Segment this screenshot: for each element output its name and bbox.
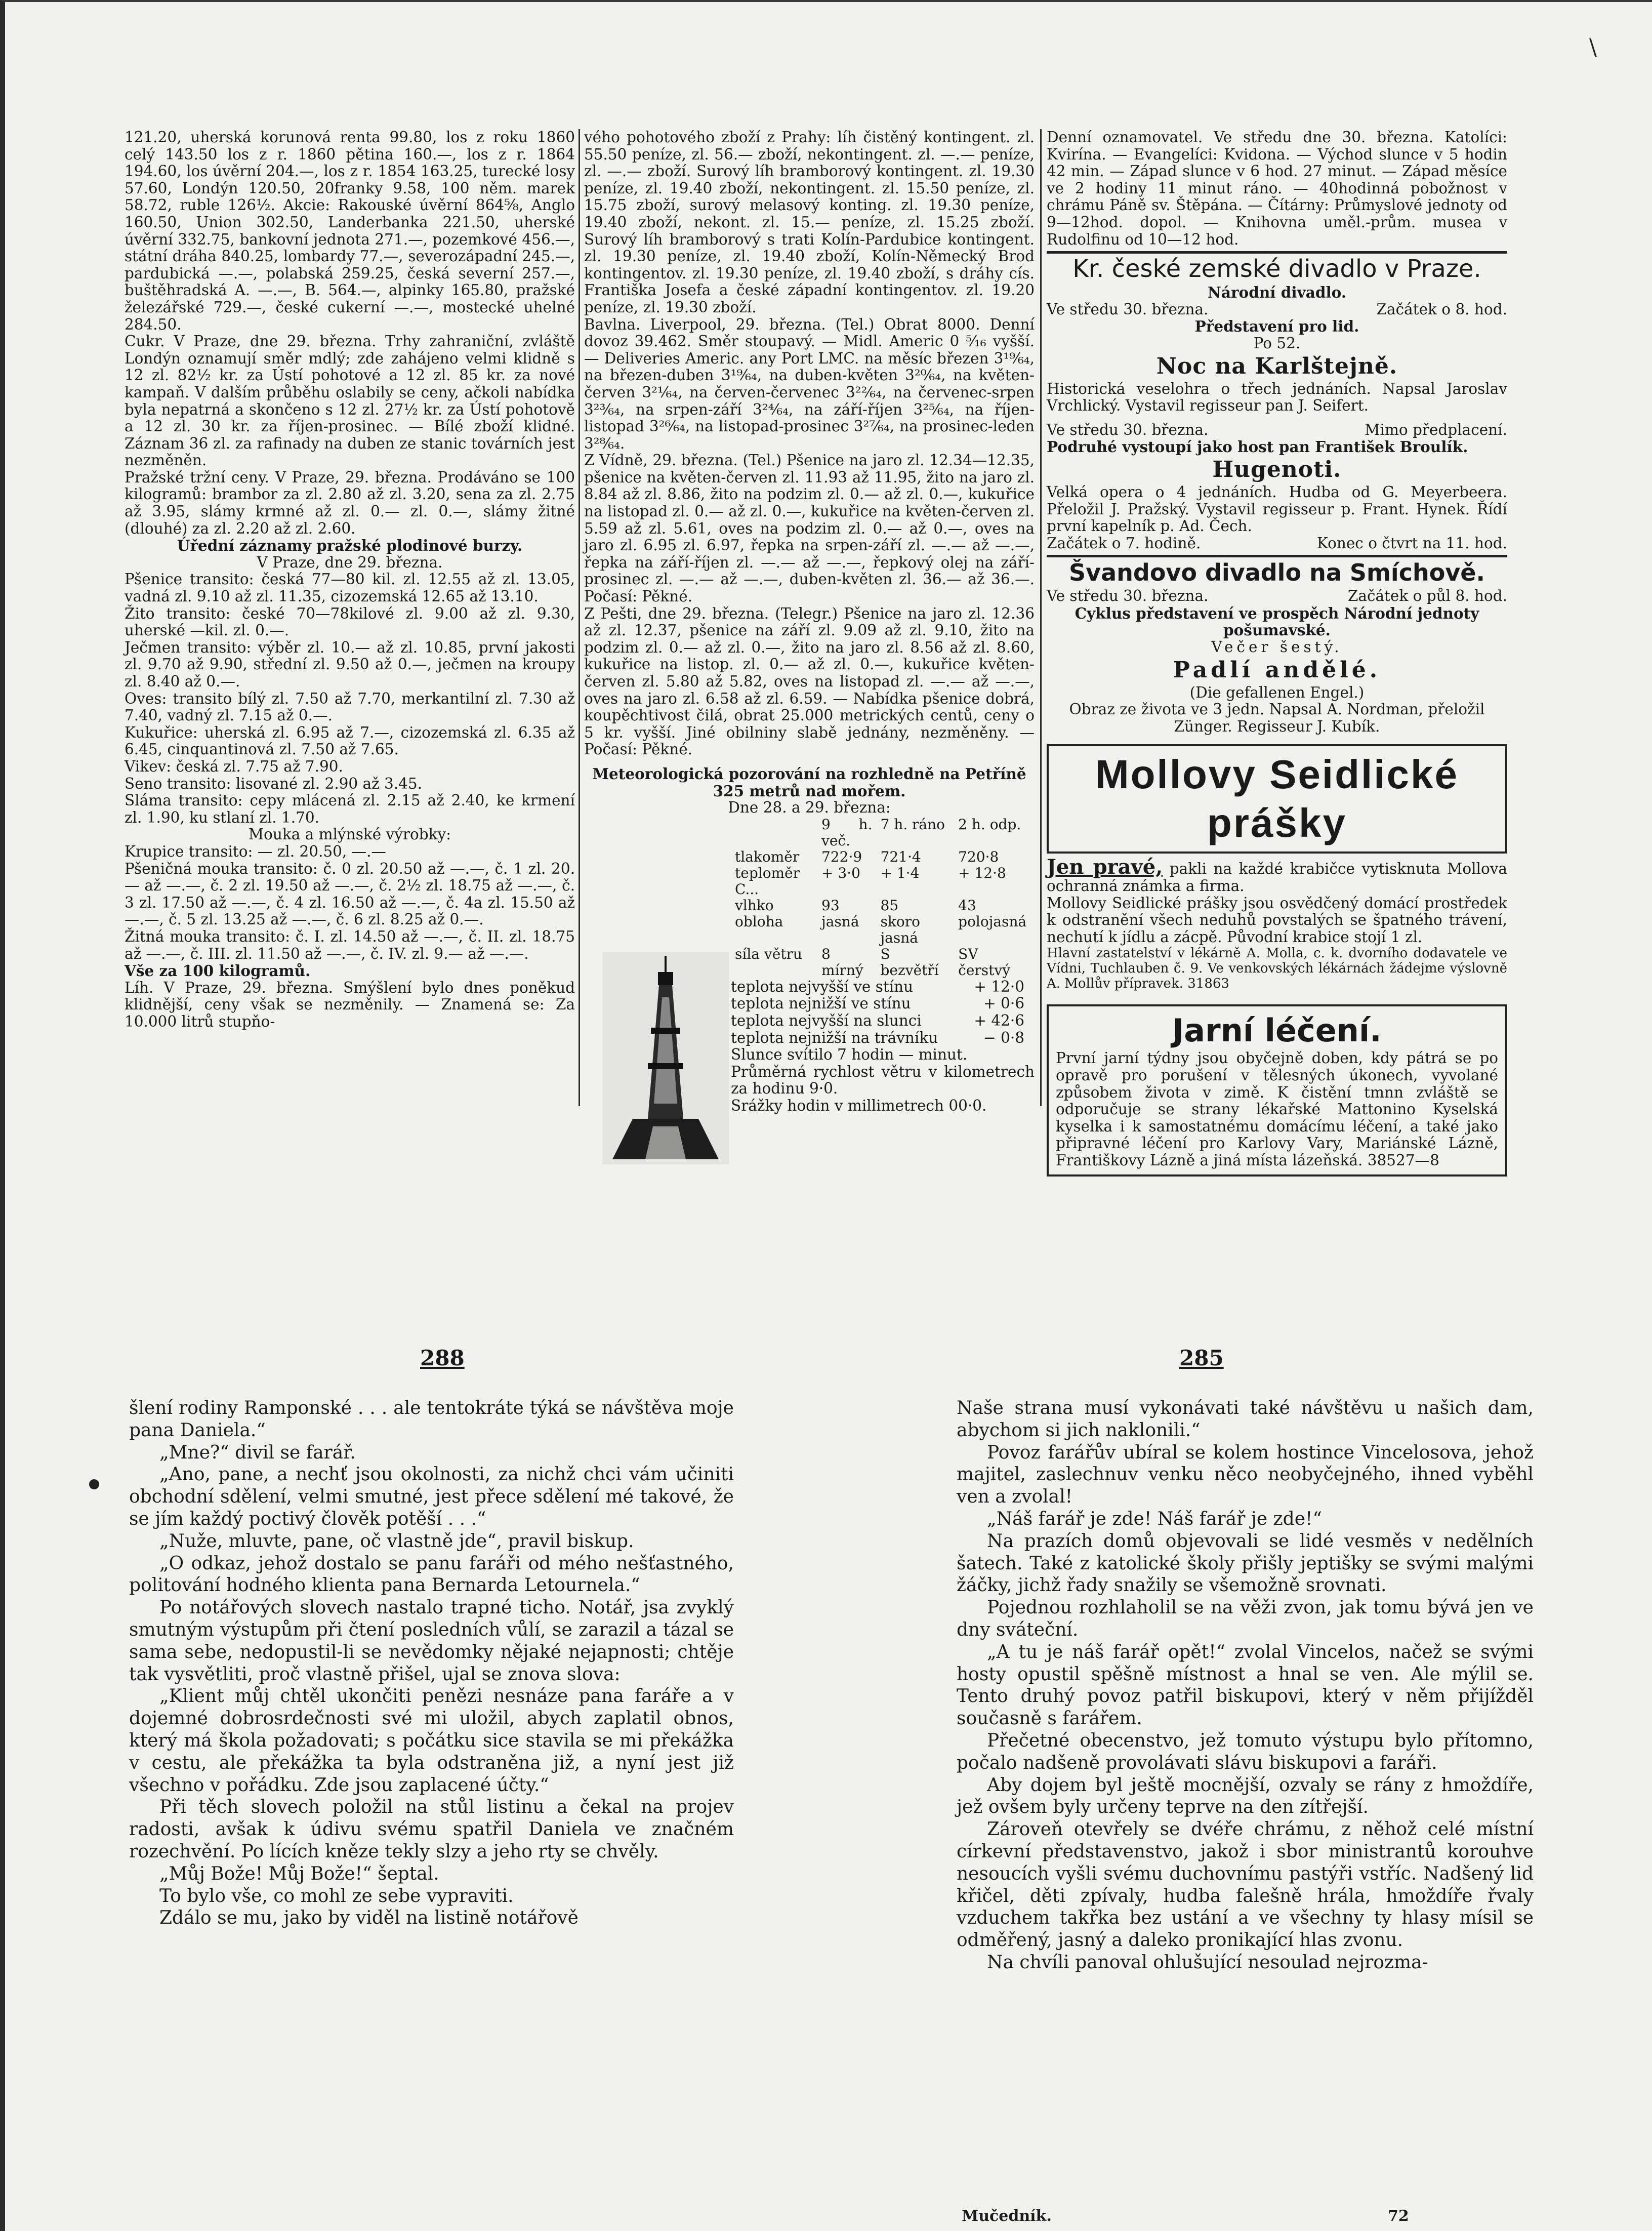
paragraph: Na prazích domů objevovali se lidé vesměs v nedělních šatech. Také z katolické školy přišly jeptišky se svými malými žáčky, jichž řady snažily se všemožně srovnati. xyxy=(957,1530,1534,1596)
meteo-cell: 721·4 xyxy=(880,848,921,865)
meteo-sun: Slunce svítilo 7 hodin — minut. xyxy=(731,1046,968,1064)
meteo-temp-row xyxy=(731,1012,1024,1030)
paragraph: vého pohotového zboží z Prahy: líh čistěný kontingent. zl. 55.50 peníze, zl. 56.— zboží, nekontingent. zl. —.— peníze, zl. —.— zboží. Surový líh bramborový kontingent. zl. 19.30 peníze, zl. 19.40 zboží, nekontingent. zl. 15.50 peníze, zl. 15.75 zboží, surový melasový konting. zl. 19.30 peníze, 19.40 zboží, nekont. zl. 15.— peníze, zl. 15.25 zboží. Surový líh bramborový s trati Kolín-Pardubice kontingent. zl. 19.30 peníze, zl. 19.40 zboží, Kolín-Německý Brod kontingentov. zl. 19.30 peníze, zl. 19.40 zboží, s dráhy cís. Františka Josefa a české západní kontingentov. zl. 19.20 peníze, zl. 19.30 zboží. xyxy=(584,129,1035,316)
meteo-cell: 8 mírný xyxy=(821,945,863,979)
paragraph: Na chvíli panoval ohlušující nesoulad nejrozma- xyxy=(987,1952,1428,1973)
show-date: Ve středu 30. března. xyxy=(1047,587,1209,605)
meteo-row xyxy=(731,914,1035,946)
paragraph: 121.20, uherská korunová renta 99.80, los z roku 1860 celý 143.50 los z r. 1860 pětina 160.—, los z r. 1864 194.60, los úvěrní 204.—, los z r. 1854 163.25, turecké losy 57.60, Londýn 120.50, 20franky 9.58, 100 něm. marek 58.72, ruble 126½. Akcie: Rakouské úvěrní 864⅝, Anglo 160.50, Union 302.50, Landerbanka 221.50, uherské úvěrní 332.75, bankovní jednota 271.—, pozemkové 456.—, státní dráha 840.25, lombardy 77.—, severozápadní 245.—, pardubická —.—, polabská 259.25, česká severní 257.—, buštěhradská A. —.—, B. 564.—, alpinky 165.80, pražské železářské 729.—, české cukerní —.—, mostecké uhelné 284.50. xyxy=(125,129,575,333)
paragraph: Žito transito: české 70—78kilové zl. 9.00 až zl. 9.30, uherské —kil. zl. 0.—. xyxy=(125,604,575,639)
meteo-row xyxy=(731,898,1035,914)
meteo-cell: polojasná xyxy=(958,913,1027,930)
cycle-note: Cyklus představení ve prospěch Národní jednoty pošumavské. xyxy=(1075,604,1479,639)
page-dot xyxy=(89,1479,99,1489)
meteo-head: 7 h. ráno xyxy=(880,816,945,833)
paragraph: Sláma transito: cepy mlácená zl. 2.15 až 2.40, ke krmení zl. 1.90, ku stlaní zl. 1.70. xyxy=(125,792,575,826)
show-date: Ve středu 30. března. xyxy=(1047,421,1209,438)
paragraph: To bylo vše, co mohl ze sebe vypraviti. xyxy=(159,1885,514,1907)
paragraph: „O odkaz, jehož dostalo se panu faráři od mého nešťastného, politování hodného klienta pana Bernarda Letournela.“ xyxy=(129,1553,734,1596)
meteo-temp-row xyxy=(731,979,1024,996)
meteo-cell: + 1·4 xyxy=(880,864,920,881)
meteo-cell: síla větru xyxy=(735,945,802,962)
meteo-temp-row xyxy=(731,1030,1024,1047)
announcements-column xyxy=(1047,129,1507,1169)
meteo-head: 9 h. več. xyxy=(821,816,873,849)
play-description: Historická veselohra o třech jednáních. Napsal Jaroslav Vrchlický. Vystavil regisseur pan J. Seifert. xyxy=(1047,380,1507,415)
ad-lead: Jen pravé, xyxy=(1047,855,1163,879)
meteo-temp-value: teplota nejnižší ve stínu xyxy=(731,995,911,1012)
opera-title: Hugenoti. xyxy=(1212,456,1342,482)
guest-note: Podruhé vystoupí jako host pan František Broulík. xyxy=(1047,438,1468,456)
meteo-cell: 720·8 xyxy=(958,848,999,865)
spring-cure-ad xyxy=(1047,1004,1507,1176)
meteo-temp-value: teplota nejvyšší na slunci xyxy=(731,1011,922,1029)
meteo-temp-value: + 0·6 xyxy=(983,995,1024,1012)
meteo-temps xyxy=(731,979,1035,1046)
page-number-right: 285 xyxy=(1179,1346,1224,1370)
show-number: Po 52. xyxy=(1253,334,1301,352)
paragraph: Žitná mouka transito: č. I. zl. 14.50 až —.—, č. II. zl. 18.75 až —.—, č. III. zl. 11.50 až —.—, č. IV. zl. 9.— až —.—. xyxy=(125,927,575,962)
play-description: Obraz ze života ve 3 jedn. Napsal A. Nordman, přeložil Zünger. Regisseur J. Kubík. xyxy=(1069,701,1485,735)
meteo-cell: S bezvětří xyxy=(880,945,939,979)
show-start: Začátek o 8. hod. xyxy=(1376,300,1507,318)
meteo-cell: 43 xyxy=(958,897,976,914)
meteo-cell: skoro jasná xyxy=(880,913,920,946)
meteo-temp-value: − 0·8 xyxy=(983,1029,1024,1046)
paragraph: „Můj Bože! Můj Bože!“ šeptal. xyxy=(159,1863,439,1884)
paragraph: Při těch slovech položil na stůl listinu a čekal na projev radosti, avšak k údivu svému spatřil Daniela ve značném rozechvění. Po lících kněze tekly slzy a jeho rty se chvěly. xyxy=(129,1797,734,1862)
paragraph: Líh. V Praze, 29. března. Smýšlení bylo dnes poněkud klidnější, ceny však se nezměnily. — Znamená se: Za 10.000 litrů stupňo- xyxy=(125,979,575,1030)
daily-notices: Denní oznamovatel. Ve středu dne 30. března. Katolíci: Kvirína. — Evangelíci: Kvidona. — Východ slunce v 5 hodin 42 min. — Západ slunce v 6 hod. 27 minut. — Západ měsíce ve 2 hodiny 11 minut ráno. — 40hodinná pobožnost v chrámu Páně sv. Štěpána. — Čítárny: Průmyslové jednoty od 9—12hod. dopol. — Knihovna uměl.-prům. musea v Rudolfinu od 10—12 hod. xyxy=(1047,129,1507,248)
paragraph: Přečetné obecenstvo, jež tomuto výstupu bylo přítomno, počalo nadšeně provolávati slávu biskupovi a faráři. xyxy=(957,1730,1534,1773)
paragraph: Cukr. V Praze, dne 29. března. Trhy zahraniční, zvláště Londýn oznamují směr mdlý; zde zahájeno velmi klidně s 12 zl. 82½ kr. za Ústí pohotové a 12 zl. 85 kr. za nové kampaň. V dalším průběhu oslabily se ceny, ačkoli nabídka byla nepatrná a skončeno s 12 zl. 27½ kr. za Ústí pohotově a 12 zl. 30 kr. za říjen-prosinec. — Bílé zboží klidné. Záznam 36 zl. za rafinady na duben ze stanic továrních jest nezměněn. xyxy=(125,333,575,469)
meteo-temp-value: teplota nejnižší na trávníku xyxy=(731,1029,938,1046)
column-rule-1 xyxy=(579,129,580,1106)
meteo-temp-value: teplota nejvyšší ve stínu xyxy=(731,978,914,995)
meteo-cell: jasná xyxy=(821,913,859,930)
market-column-1 xyxy=(125,129,575,1121)
meteo-temp-value: + 42·6 xyxy=(974,1011,1024,1029)
page-number-left: 288 xyxy=(420,1346,465,1370)
paragraph: Krupice transito: — zl. 20.50, —.— xyxy=(125,842,387,860)
evening-number: Večer šestý. xyxy=(1211,638,1343,656)
show-type: Představení pro lid. xyxy=(1194,317,1359,336)
paragraph: Naše strana musí vykonávati také návštěvu u našich dam, abychom si jich naklonili.“ xyxy=(957,1398,1534,1441)
show-end: Konec o čtvrt na 11. hod. xyxy=(1316,534,1507,552)
paragraph: Vše za 100 kilogramů. xyxy=(125,962,311,980)
meteo-table xyxy=(731,817,1035,979)
column-rule-2 xyxy=(1040,129,1042,1106)
paragraph: Oves: transito bílý zl. 7.50 až 7.70, merkantilní zl. 7.30 až 7.40, vadný zl. 7.15 až 0.—. xyxy=(125,689,575,724)
meteo-rain: Srážky hodin v millimetrech 00·0. xyxy=(731,1097,987,1114)
paragraph: Aby dojem byl ještě mocnější, ozvaly se rány z hmoždíře, jež ovšem byly určeny teprve na den zítřejší. xyxy=(957,1774,1534,1818)
paragraph: V Praze, dne 29. března. xyxy=(257,553,443,571)
spring-cure-body: První jarní týdny jsou obyčejně doben, kdy pátrá se po opravě pro porušení v tělesných úkonech, vyvolané způsobem života v zimě. K čistění tmnn zvláště se odporučuje se strany lékařské Mattonino Kyselská kyselka i k samostatnému domácímu léčení, a také jako připravné léčení pro Karlovy Vary, Mariánské Lázně, Františkovy Lázně a jiná místa lázeňská. 38527—8 xyxy=(1056,1049,1498,1169)
paragraph: Pšenice transito: česká 77—80 kil. zl. 12.55 až zl. 13.05, vadná zl. 9.10 až zl. 11.35, cizozemská 12.65 až 13.10. xyxy=(125,571,575,605)
meteo-cell: teploměr C... xyxy=(735,864,800,898)
paragraph: Zdálo se mu, jako by viděl na listině notářově xyxy=(159,1908,579,1929)
paragraph: „Klient můj chtěl ukončiti penězi nesnáze pana faráře a v dojemné dobrosrdečnosti své mi uložil, abych zaplatil obnos, který má škola požadovati; s počátku sice stavila se mi překážka v cestu, ale překážka ta byla odstraněna již, a nyní jest již všechno v pořádku. Zde jsou zaplacené účty.“ xyxy=(129,1686,734,1796)
meteo-head: 2 h. odp. xyxy=(958,816,1021,833)
paragraph: Po notářových slovech nastalo trapné ticho. Notář, jsa zvyklý smutným výstupům při čtení posledních vůlí, se zarazil a tázal se sama sebe, nedopustil-li se nevědomky nějaké nejapnosti; chtěje tak vysvětliti, proč vlastně přišel, ujal se znova slova: xyxy=(129,1597,734,1685)
book-page-left xyxy=(129,1397,734,1929)
theatre-heading-national: Kr. české zemské divadlo v Praze. xyxy=(1047,251,1507,284)
play-title: Padlí andělé. xyxy=(1173,657,1381,683)
show-subscription: Mimo předplacení. xyxy=(1365,421,1507,438)
meteo-cell: tlakoměr xyxy=(735,848,800,865)
paragraph: „Ano, pane, a nechť jsou okolnosti, za nichž chci vám učiniti obchodní sdělení, velmi smutné, jest přece sdělení mé takové, že se jím každý poctivý člověk potěší . . .“ xyxy=(129,1464,734,1529)
meteo-cell: 722·9 xyxy=(821,848,862,865)
meteo-row xyxy=(731,946,1035,979)
paragraph: Vikev: česká zl. 7.75 až 7.90. xyxy=(125,757,343,775)
meteo-date: Dne 28. a 29. března: xyxy=(728,799,891,817)
meteo-cell: 85 xyxy=(880,897,899,914)
footer-title: Mučedník. xyxy=(962,2207,1052,2225)
theatre-heading-svanda: Švandovo divadlo na Smíchově. xyxy=(1047,555,1507,588)
petrin-tower-illustration xyxy=(602,952,729,1164)
paragraph: Mouka a mlýnské výrobky: xyxy=(248,826,451,843)
paragraph: „Mne?“ divil se farář. xyxy=(159,1442,356,1463)
paragraph: Seno transito: lisované zl. 2.90 až 3.45. xyxy=(125,775,423,792)
play-original-title: (Die gefallenen Engel.) xyxy=(1189,683,1365,701)
meteo-wind: Průměrná rychlost větru v kilometrech za hodinu 9·0. xyxy=(731,1063,1035,1098)
ad-distributor: Hlavní zastatelství v lékárně A. Molla, c. k. dvorního dodavatele ve Vídni, Tuchlauben č. 9. Ve venkovských lékárnách žádejme výslovně A. Mollův přípravek. 31863 xyxy=(1047,946,1507,992)
paragraph: Kukuřice: uherská zl. 6.95 až 7.—, cizozemská zl. 6.35 až 6.45, cinquantinová zl. 7.50 až 7.65. xyxy=(125,723,575,758)
show-start: Začátek o 7. hodině. xyxy=(1047,534,1201,552)
show-date: Ve středu 30. března. xyxy=(1047,300,1209,318)
play-title: Noc na Karlštejně. xyxy=(1156,353,1398,379)
paragraph: „A tu je náš farář opět!“ zvolal Vincelos, načež se svými hosty opustil spěšně místnost a hnal se ven. Ale mýlil se. Tento druhý povoz patřil biskupovi, který v něm přijížděl současně s farářem. xyxy=(957,1641,1534,1729)
paragraph: Pojednou rozhlaholil se na věži zvon, jak tomu bývá jen ve dny sváteční. xyxy=(957,1597,1534,1640)
margin-mark: \ xyxy=(1589,34,1597,60)
ad-trademark-note: pakli na každé krabičce vytisknuta Mollova ochranná známka a firma. xyxy=(1047,860,1507,895)
meteo-cell: + 3·0 xyxy=(821,864,860,881)
paragraph: Z Pešti, dne 29. března. (Telegr.) Pšenice na jaro zl. 12.36 až zl. 12.37, pšenice na září zl. 9.09 až zl. 9.10, žito na podzim zl. 0.— až zl. 0.—, žito na jaro zl. 8.56 až zl. 8.60, kukuřice na listop. zl. 0.— až zl. 0.—, kukuřice květen-červen zl. 5.80 až 5.82, oves na listopad zl. —.— až —.—, oves na jaro zl. 6.58 až zl. 6.59. — Nabídka pšenice dobrá, koupěchtivost čilá, obrat 25.000 metrických centů, ceny o 5 kr. vyšší. Jiné obilniny slabě jednány, nezměněny. — Počasí: Pěkné. xyxy=(584,604,1035,758)
paragraph: Bavlna. Liverpool, 29. března. (Tel.) Obrat 8000. Denní dovoz 39.462. Směr stoupavý. — Midl. Americ 0 ⁵⁄₁₆ vyšší. — Deliveries Americ. any Port LMC. na měsíc březen 3¹⁹⁄₆₄, na březen-duben 3¹⁹⁄₆₄, na duben-květen 3²⁰⁄₆₄, na květen-červen 3²¹⁄₆₄, na červen-červenec 3²²⁄₆₄, na červenec-srpen 3²³⁄₆₄, na srpen-září 3²⁴⁄₆₄, na září-říjen 3²⁵⁄₆₄, na říjen-listopad 3²⁶⁄₆₄, na listopad-prosinec 3²⁷⁄₆₄, na prosinec-leden 3²⁸⁄₆₄. xyxy=(584,315,1035,452)
meteo-cell: 93 xyxy=(821,897,840,914)
meteo-cell: vlhko xyxy=(735,897,774,914)
meteo-cell: + 12·8 xyxy=(958,864,1006,881)
spring-cure-title: Jarní léčení. xyxy=(1172,1012,1382,1049)
meteo-temp-row xyxy=(731,995,1024,1012)
meteo-cell: obloha xyxy=(735,913,783,930)
paragraph: Povoz farářův ubíral se kolem hostince Vincelosova, jehož majitel, zaslechnuv venku něco neobyčejného, ihned vyběhl ven a zvolal! xyxy=(957,1442,1534,1508)
paragraph: Z Vídně, 29. března. (Tel.) Pšenice na jaro zl. 12.34—12.35, pšenice na květen-červen zl. 11.93 až 11.95, žito na jaro zl. 8.84 až zl. 8.86, žito na podzim zl. 0.— až zl. 0.—, kukuřice na listopad zl. 0.— až zl. 0.—, kukuřice na květen-červen zl. 5.59 až zl. 5.61, oves na podzim zl. 0.— až 0.—, oves na jaro zl. 6.95 zl. 6.97, řepka na srpen-září zl. —.— až —.—, řepka na září-říjen zl. —.— až —.—, řepkový olej na září-prosinec zl. —.— až —.—, duben-květen zl. 36.— až 36.—. Počasí: Pěkné. xyxy=(584,452,1035,605)
paragraph: Ječmen transito: výběr zl. 10.— až zl. 10.85, první jakosti zl. 9.70 až 9.90, střední zl. 9.50 až 0.—, ječmen na kroupy zl. 8.40 až 0.—. xyxy=(125,638,575,690)
show-start: Začátek o půl 8. hod. xyxy=(1347,587,1507,605)
footer-number: 72 xyxy=(1388,2207,1409,2225)
meteo-row xyxy=(731,865,1035,898)
moll-ad-title: Mollovy Seidlické prášky xyxy=(1047,744,1507,854)
meteo-temp-value: + 12·0 xyxy=(974,978,1024,995)
meteo-title: Meteorologická pozorování na rozhledně na Petříně 325 metrů nad mořem. xyxy=(592,764,1026,800)
meteo-row xyxy=(731,849,1035,865)
paragraph: šlení rodiny Ramponské . . . ale tentokráte týká se návštěva moje pana Daniela.“ xyxy=(129,1398,734,1441)
paragraph: Úřední záznamy pražské plodinové burzy. xyxy=(177,537,523,555)
paragraph: Zároveň otevřely se dvéře chrámu, z něhož celé místní církevní představenstvo, jakož i sbor ministrantů korouhve nesoucích vyšli svému duchovnímu pastýři vstříc. Nadšený lid křičel, děti zpívaly, hudba falešně hrála, hmoždíře řvaly vzduchem takřka bez ustání a ve všechny ty hlasy mísil se odměřený, jasný a daleko pronikající hlas zvonu. xyxy=(957,1819,1534,1951)
theatre-subheading: Národní divadlo. xyxy=(1207,283,1347,302)
paragraph: Pšeničná mouka transito: č. 0 zl. 20.50 až —.—, č. 1 zl. 20.— až —.—, č. 2 zl. 19.50 až —.—, č. 2½ zl. 18.75 až —.—, č. 3 zl. 17.50 až —.—, č. 4 zl. 16.50 až —.—, č. 4a zl. 15.50 až —.—, č. 5 zl. 13.25 až —.—, č. 6 zl. 8.25 až 0.—. xyxy=(125,860,575,928)
meteo-cell: SV čerstvý xyxy=(958,945,1011,979)
paragraph: „Nuže, mluvte, pane, oč vlastně jde“, pravil biskup. xyxy=(159,1530,634,1552)
opera-description: Velká opera o 4 jednáních. Hudba od G. Meyerbeera. Přeložil J. Pražský. Vystavil regisseur p. Frant. Hynek. Řídí první kapelník p. Ad. Čech. xyxy=(1047,483,1507,535)
book-page-right xyxy=(957,1397,1534,1974)
paragraph: Pražské tržní ceny. V Praze, 29. března. Prodáváno se 100 kilogramů: brambor za zl. 2.80 až zl. 3.20, sena za zl. 2.75 až 3.95, slámy krmné až zl. 0.— zl. 0.—, slámy žitné (dlouhé) za zl. 2.20 až zl. 2.60. xyxy=(125,468,575,537)
paragraph: „Náš farář je zde! Náš farář je zde!“ xyxy=(987,1508,1322,1529)
ad-body: Mollovy Seidlické prášky jsou osvědčený domácí prostředek k odstranění všech neduhů povstalých se špatného trávení, nechutí k jídlu a zácpě. Původní krabice stojí 1 zl. xyxy=(1047,894,1507,946)
